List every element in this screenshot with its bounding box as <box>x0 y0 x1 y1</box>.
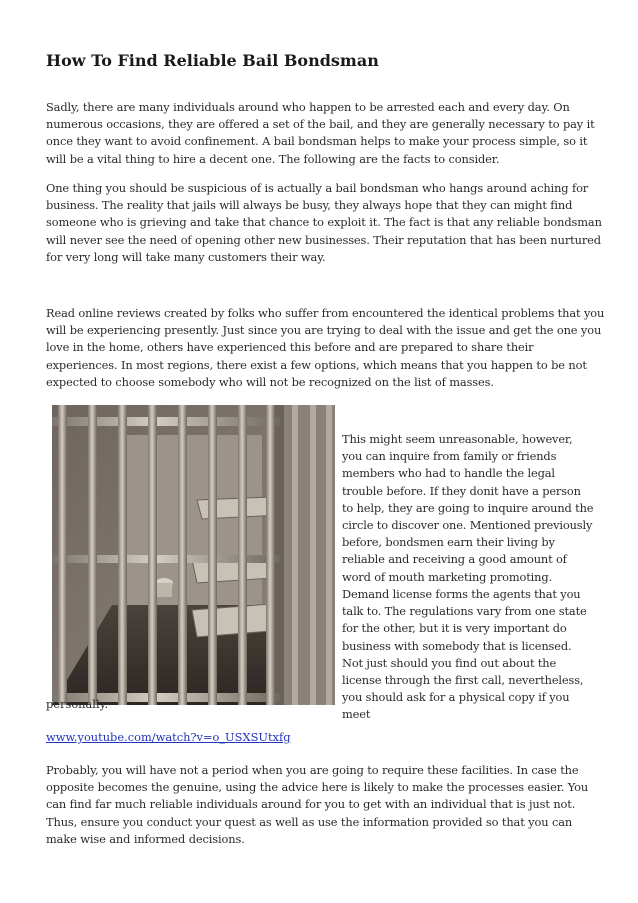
jail-cell-image <box>52 405 335 705</box>
page-title: How To Find Reliable Bail Bondsman <box>46 51 379 70</box>
paragraph-reviews: Read online reviews created by folks who suffer from encountered the identical problems that you will be experiencing presently. Just since you are trying to deal with the issue and get the one you love in the home, others have experienced this before and are prepared to share their experiences. In most regions, there exist a few options, which means that you happen to be not expected to choose somebody who will not be recognized on the list of masses. <box>46 306 605 389</box>
paragraph-license: Demand license forms the agents that you talk to. The regulations vary from one state for the other, but it is very important do business with somebody that is licensed. Not just should you find out about the license through the first call, nevertheless, you should ask for a physical copy if you meet <box>342 587 587 722</box>
paragraph-license-tail: personally. <box>46 697 109 711</box>
paragraph-intro: Sadly, there are many individuals around who happen to be arrested each and every day. On numerous occasions, they are offered a set of the bail, and they are generally necessary to pay it once they want to avoid confinement. A bail bondsman helps to make your process simple, so it will be a vital thing to hire a decent one. The following are the facts to consider. <box>46 100 595 166</box>
paragraph-family-friends: This might seem unreasonable, however, you can inquire from family or friends members who had to handle the legal trouble before. If they donit have a person to help, they are going to inquire around the circle to discover one. Mentioned previously before, bondsmen earn their living by reliable and receiving a good amount of word of mouth marketing promoting. <box>342 432 594 584</box>
paragraph-conclusion: Probably, you will have not a period when you are going to require these facilities. In case the opposite becomes the genuine, using the advice here is likely to make the processes easier. You can find far much reliable individuals around for you to get with an individual that is just not. Thus, ensure you conduct your quest as well as use the information provided so that you can make wise and informed decisions. <box>46 763 589 846</box>
jail-cell-illustration <box>52 405 335 705</box>
youtube-link[interactable]: www.youtube.com/watch?v=o_USXSUtxfg <box>46 730 291 744</box>
paragraph-suspicious: One thing you should be suspicious of is actually a bail bondsman who hangs around aching for business. The reality that jails will always be busy, they always hope that they can might find someone who is grieving and take that chance to exploit it. The fact is that any reliable bondsman will never see the need of opening other new businesses. Their reputation that has been nurtured for very long will take many customers their way. <box>46 181 602 264</box>
